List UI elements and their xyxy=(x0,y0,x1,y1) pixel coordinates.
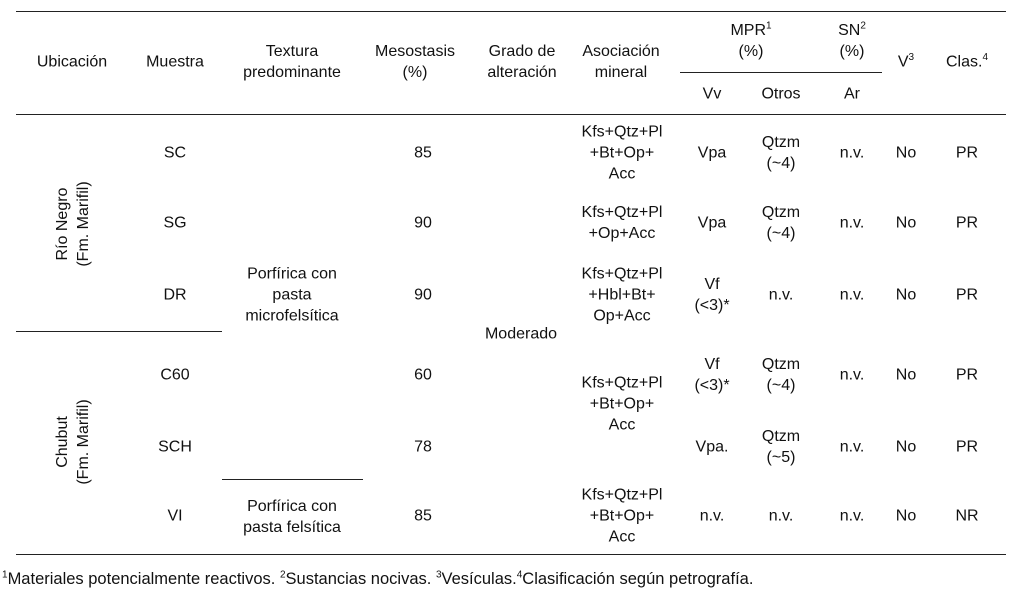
table-top-rule xyxy=(16,11,1006,12)
footnote-marker: 1 xyxy=(2,569,8,581)
header-bottom-rule xyxy=(16,114,1006,115)
cell-mesostasis: 60 xyxy=(414,366,432,384)
textura-felsitica xyxy=(243,496,341,538)
header-textura-line1: Textura xyxy=(265,43,319,60)
asoc-line: Kfs+Qtz+Pl xyxy=(581,265,663,283)
footnote-text: Vesículas. xyxy=(441,570,517,588)
footnote-text: Materiales potencialmente reactivos. xyxy=(7,570,280,588)
table-footnote xyxy=(2,568,753,590)
asoc-line: +Bt+Op+ xyxy=(589,144,655,162)
otros-line: (~5) xyxy=(766,449,796,466)
header-grado-line1: Grado de xyxy=(488,43,556,60)
otros-line: (~4) xyxy=(766,155,796,172)
cell-ar: n.v. xyxy=(839,366,865,384)
cell-vv: Vpa. xyxy=(695,438,729,456)
cell-asociacion xyxy=(582,122,663,185)
otros-line: Qtzm xyxy=(761,356,801,373)
cell-ar: n.v. xyxy=(839,286,865,304)
asoc-line: +Bt+Op+ xyxy=(589,507,655,525)
cell-ar: n.v. xyxy=(839,438,865,456)
cell-v: No xyxy=(895,507,917,525)
cell-otros xyxy=(762,426,800,468)
footnote-marker: 4 xyxy=(516,569,523,581)
header-muestra: Muestra xyxy=(146,53,204,71)
header-v: $V^3$ xyxy=(897,52,915,71)
cell-otros: n.v. xyxy=(768,286,794,304)
group-name: Río Negro xyxy=(54,187,71,261)
cell-mesostasis: 85 xyxy=(414,507,432,525)
cell-muestra: VI xyxy=(167,507,183,525)
header-otros: Otros xyxy=(761,85,801,103)
asoc-line: Kfs+Qtz+Pl xyxy=(581,374,663,392)
cell-muestra: C60 xyxy=(160,366,190,384)
cell-asociacion xyxy=(582,485,663,548)
group-label-chubut xyxy=(52,399,94,484)
textura-line: microfelsítica xyxy=(245,307,339,325)
textura-line: pasta xyxy=(272,286,312,304)
cell-mesostasis: 78 xyxy=(414,438,432,456)
cell-vv: n.v. xyxy=(699,507,725,525)
cell-otros xyxy=(762,202,800,244)
asoc-line: Acc xyxy=(608,416,636,434)
asoc-line: Kfs+Qtz+Pl xyxy=(581,486,663,504)
cell-ar: n.v. xyxy=(839,144,865,162)
footnote-text: Clasificación según petrografía. xyxy=(522,570,754,588)
table-bottom-rule xyxy=(16,554,1006,555)
header-sn xyxy=(838,20,866,62)
cell-muestra: SCH xyxy=(158,438,192,456)
cell-vv: Vpa xyxy=(697,214,727,232)
asoc-line: Kfs+Qtz+Pl xyxy=(581,204,663,221)
grado-moderado: Moderado xyxy=(484,325,558,343)
header-mesostasis-line1: Mesostasis xyxy=(374,43,456,60)
header-asociacion xyxy=(582,41,659,83)
cell-muestra: SC xyxy=(163,144,187,162)
header-mesostasis-line2: (%) xyxy=(402,64,428,81)
cell-ar: n.v. xyxy=(839,214,865,232)
cell-otros: n.v. xyxy=(768,507,794,525)
cell-v: No xyxy=(895,214,917,232)
otros-line: Qtzm xyxy=(761,134,801,151)
group-sub: (Fm. Marifil) xyxy=(75,399,92,485)
header-grado-line2: alteración xyxy=(487,64,557,81)
header-asociacion-line2: mineral xyxy=(594,64,648,81)
textura-line: pasta felsítica xyxy=(243,519,341,536)
cell-otros xyxy=(762,354,800,396)
header-ubicacion: Ubicación xyxy=(36,53,108,71)
vv-line: (<3)* xyxy=(694,377,730,394)
otros-line: (~4) xyxy=(766,225,796,242)
group-sub: (Fm. Marifil) xyxy=(75,181,92,267)
cell-muestra: DR xyxy=(163,286,187,304)
cell-otros xyxy=(762,132,800,174)
asoc-line: +Hbl+Bt+ xyxy=(588,286,656,304)
cell-asociacion xyxy=(582,264,663,327)
asociacion-chubut xyxy=(582,373,663,436)
header-asociacion-line1: Asociación xyxy=(582,43,660,60)
group-name: Chubut xyxy=(54,416,71,468)
mpr-sub-rule xyxy=(680,72,882,73)
header-ar: Ar xyxy=(844,85,860,103)
vv-line: Vf xyxy=(704,356,720,373)
header-grado xyxy=(487,41,556,83)
asoc-line: Acc xyxy=(608,165,636,183)
asoc-line: Op+Acc xyxy=(593,307,651,325)
cell-v: No xyxy=(895,438,917,456)
asoc-line: +Bt+Op+ xyxy=(589,395,655,413)
textura-line: Porfírica con xyxy=(247,265,337,283)
cell-clas: PR xyxy=(955,214,979,232)
cell-clas: PR xyxy=(955,144,979,162)
textura-microfelsitica xyxy=(245,264,338,327)
cell-v: No xyxy=(895,144,917,162)
header-sn-unit: (%) xyxy=(839,43,865,60)
header-clas: Clas.$^4$ xyxy=(945,52,989,71)
cell-muestra: SG xyxy=(163,214,187,232)
group-label-rio-negro xyxy=(52,181,94,266)
cell-mesostasis: 90 xyxy=(414,214,432,232)
otros-line: Qtzm xyxy=(761,428,801,445)
header-mpr-unit: (%) xyxy=(738,43,764,60)
cell-clas: NR xyxy=(955,507,979,525)
header-mesostasis xyxy=(375,41,455,83)
cell-ar: n.v. xyxy=(839,507,865,525)
header-textura xyxy=(243,41,341,83)
textura-line: Porfírica con xyxy=(247,498,337,515)
cell-v: No xyxy=(895,366,917,384)
cell-asociacion xyxy=(582,202,663,244)
cell-mesostasis: 90 xyxy=(414,286,432,304)
cell-clas: PR xyxy=(955,438,979,456)
cell-vv xyxy=(694,274,729,316)
header-vv: Vv xyxy=(702,85,722,103)
asoc-line: +Op+Acc xyxy=(588,225,656,242)
footnote-marker: 2 xyxy=(279,569,286,581)
footnote-text: Sustancias nocivas. xyxy=(285,570,436,588)
asoc-line: Acc xyxy=(608,528,636,546)
vv-line: (<3)* xyxy=(694,297,730,314)
header-mpr-line1: MPR$^1$ xyxy=(730,20,772,39)
vv-line: Vf xyxy=(704,276,720,293)
footnote-marker: 3 xyxy=(435,569,442,581)
cell-clas: PR xyxy=(955,286,979,304)
cell-v: No xyxy=(895,286,917,304)
header-sn-line1: $SN^2$ xyxy=(838,20,866,39)
texture-separator-rule xyxy=(222,479,363,480)
header-mpr xyxy=(730,20,771,62)
header-textura-line2: predominante xyxy=(243,64,341,81)
group-separator-rule xyxy=(16,331,222,332)
otros-line: Qtzm xyxy=(761,204,801,221)
otros-line: (~4) xyxy=(766,377,796,394)
cell-mesostasis: 85 xyxy=(414,144,432,162)
cell-vv: Vpa xyxy=(697,144,727,162)
asoc-line: Kfs+Qtz+Pl xyxy=(581,123,663,141)
cell-vv xyxy=(694,354,729,396)
cell-clas: PR xyxy=(955,366,979,384)
